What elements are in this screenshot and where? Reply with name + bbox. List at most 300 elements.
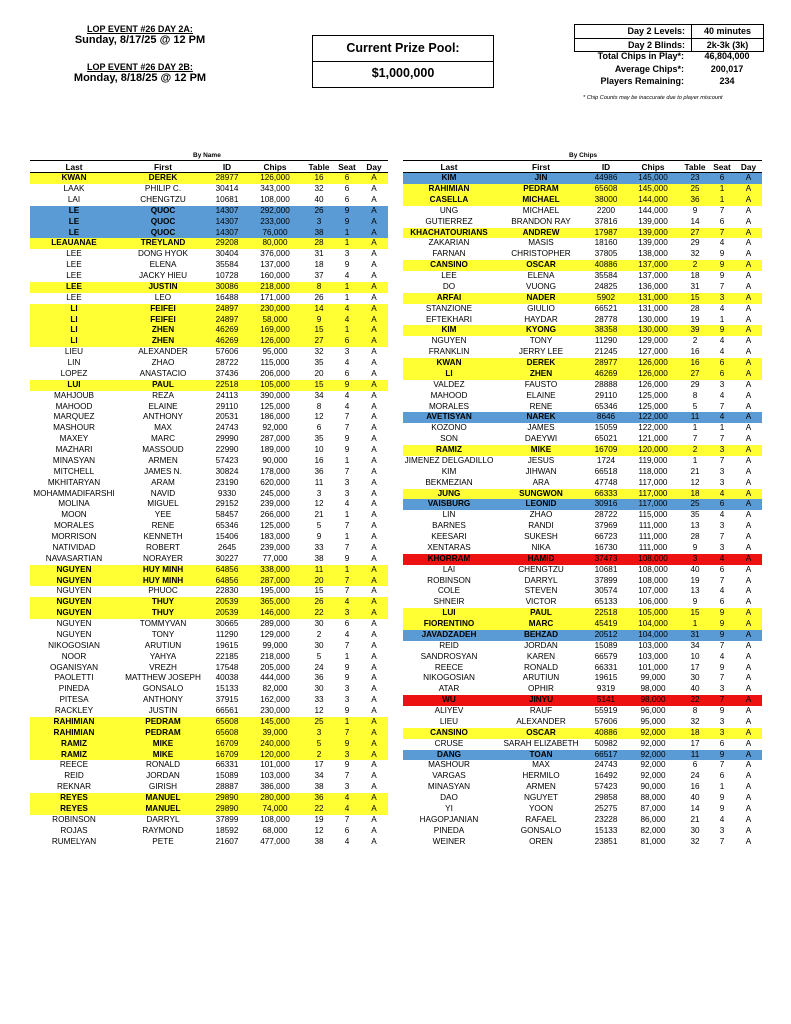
id-cell: 30916	[587, 499, 625, 510]
seat-cell: 6	[709, 173, 735, 184]
table-cell: 3	[316, 488, 322, 498]
id-cell: 10728	[215, 271, 239, 281]
table-row	[403, 478, 762, 489]
first-name-cell: ALEXANDER	[138, 347, 188, 357]
day-cell: A	[360, 576, 388, 587]
table-cell: 11	[681, 750, 709, 761]
day-cell: A	[745, 782, 752, 792]
id-cell: 23228	[594, 814, 618, 824]
first-name-cell: NAVID	[150, 488, 176, 498]
id-cell: 29890	[208, 804, 246, 815]
id-cell: 15406	[215, 532, 239, 542]
id-cell: 64856	[208, 565, 246, 576]
table-row	[30, 478, 388, 489]
last-name-cell: VAISBURG	[403, 499, 495, 510]
table-row	[30, 543, 388, 554]
last-name-cell: LI	[403, 369, 495, 380]
chips-cell: 205,000	[260, 662, 290, 672]
seat-cell: 3	[709, 728, 735, 739]
id-cell: 10681	[215, 194, 239, 204]
first-name-cell: JIN	[495, 173, 587, 184]
chips-cell: 126,000	[246, 173, 304, 184]
table-row	[30, 304, 388, 315]
last-name-cell: AVETISYAN	[403, 412, 495, 423]
table-row	[30, 315, 388, 326]
last-name-cell: ZAKARIAN	[428, 238, 470, 248]
table-row	[403, 804, 762, 815]
first-name-cell: MAX	[532, 760, 550, 770]
id-cell: 28722	[215, 358, 239, 368]
table-cell: 38	[304, 228, 334, 239]
first-name-cell: RANDI	[528, 521, 554, 531]
table-row	[30, 673, 388, 684]
table-row	[403, 499, 762, 510]
table-cell: 37	[314, 271, 324, 281]
last-name-cell: RAHIMIAN	[30, 717, 118, 728]
table-cell: 36	[314, 466, 324, 476]
first-name-cell: OSCAR	[495, 728, 587, 739]
stats-row	[574, 63, 764, 76]
seat-cell: 7	[719, 575, 725, 585]
first-name-cell: CHENGTZU	[140, 194, 186, 204]
last-name-cell: WU	[403, 695, 495, 706]
day-cell: A	[745, 760, 752, 770]
last-name-cell: DANG	[403, 750, 495, 761]
chips-cell: 95,000	[640, 716, 666, 726]
table-row	[30, 717, 388, 728]
seat-cell: 1	[719, 782, 725, 792]
chips-cell: 139,000	[638, 238, 668, 248]
chips-cell: 139,000	[625, 228, 681, 239]
seat-cell: 9	[719, 793, 725, 803]
table-cell: 27	[681, 369, 709, 380]
chips-cell: 104,000	[625, 630, 681, 641]
last-name-cell: MASHOUR	[53, 423, 95, 433]
table-row	[30, 630, 388, 641]
id-cell: 11290	[215, 629, 239, 639]
seat-cell: 9	[334, 739, 360, 750]
table-row	[30, 423, 388, 434]
table-row	[403, 793, 762, 804]
seat-cell: 6	[344, 184, 350, 194]
table-cell: 40	[690, 684, 700, 694]
table-row	[30, 652, 388, 663]
table-row	[30, 521, 388, 532]
chips-cell: 125,000	[638, 390, 668, 400]
seat-cell: 4	[344, 271, 350, 281]
last-name-cell: MORRISON	[51, 532, 97, 542]
last-name-cell: PITESA	[59, 695, 89, 705]
first-name-cell: NORAYER	[143, 553, 183, 563]
last-name-cell: LEE	[66, 249, 82, 259]
id-cell: 37915	[215, 695, 239, 705]
chips-cell: 119,000	[638, 455, 668, 465]
table-cell: 34	[690, 640, 700, 650]
table-cell: 9	[692, 205, 698, 215]
day-cell: A	[745, 597, 752, 607]
chips-cell: 101,000	[638, 662, 668, 672]
seat-cell: 7	[334, 728, 360, 739]
first-name-cell: BRANDON RAY	[511, 216, 571, 226]
seat-cell: 9	[334, 217, 360, 228]
chips-cell: 92,000	[640, 738, 666, 748]
table-cell: 35	[690, 510, 700, 520]
table-cell: 25	[304, 717, 334, 728]
id-cell: 65346	[215, 521, 239, 531]
table-cell: 21	[314, 510, 324, 520]
day-cell: A	[360, 380, 388, 391]
chips-cell: 129,000	[260, 629, 290, 639]
first-name-cell: ZHEN	[118, 336, 208, 347]
id-cell: 30824	[215, 466, 239, 476]
table-row	[30, 597, 388, 608]
table-cell: 25	[681, 184, 709, 195]
id-cell: 29110	[594, 390, 618, 400]
table-cell: 26	[314, 292, 324, 302]
day-cell: A	[745, 651, 752, 661]
day-cell: A	[360, 804, 388, 815]
table-row	[30, 782, 388, 793]
first-name-cell: RAUF	[529, 706, 553, 716]
chips-cell: 126,000	[638, 379, 668, 389]
table-cell: 30	[314, 619, 324, 629]
id-cell: 46269	[208, 325, 246, 336]
table-cell: 1	[681, 619, 709, 630]
seat-cell: 3	[334, 750, 360, 761]
id-cell: 46269	[208, 336, 246, 347]
day-cell: A	[371, 760, 377, 770]
levels-label: Day 2 Levels:	[575, 25, 692, 39]
seat-cell: 4	[719, 238, 725, 248]
seat-cell: 3	[719, 825, 725, 835]
last-name-cell: LAAK	[63, 184, 85, 194]
table-row	[30, 793, 388, 804]
id-cell: 19615	[215, 640, 239, 650]
last-name-cell: OGANISYAN	[49, 662, 99, 672]
first-name-cell: ANDREW	[495, 228, 587, 239]
id-cell: 16709	[208, 739, 246, 750]
chips-cell: 233,000	[246, 217, 304, 228]
last-name-cell: NIKOGOSIAN	[48, 640, 100, 650]
table-cell: 3	[681, 554, 709, 565]
table-cell: 14	[304, 304, 334, 315]
first-name-cell: LEONID	[495, 499, 587, 510]
table-cell: 14	[690, 216, 700, 226]
chips-cell: 120,000	[246, 750, 304, 761]
last-name-cell: KWAN	[403, 358, 495, 369]
table-cell: 39	[681, 325, 709, 336]
seat-cell: 9	[719, 662, 725, 672]
seat-cell: 4	[719, 510, 725, 520]
table-row	[403, 815, 762, 826]
table-row	[403, 750, 762, 761]
first-name-cell: ARUTIUN	[144, 640, 182, 650]
id-cell: 24743	[215, 423, 239, 433]
table-cell: 31	[690, 281, 700, 291]
first-name-cell: STEVEN	[524, 586, 558, 596]
first-name-cell: SUKESH	[524, 532, 558, 542]
table-row	[403, 543, 762, 554]
first-name-cell: CHRISTOPHER	[511, 249, 571, 259]
table-cell: 19	[690, 575, 700, 585]
table-row	[403, 304, 762, 315]
table-cell: 12	[314, 825, 324, 835]
first-name-cell: DARRYL	[524, 575, 558, 585]
table-row	[30, 586, 388, 597]
day-cell: A	[371, 651, 377, 661]
day-cell: A	[371, 445, 377, 455]
chips-cell: 88,000	[640, 793, 666, 803]
day-cell: A	[371, 271, 377, 281]
table-row	[403, 760, 762, 771]
day-cell: A	[745, 466, 752, 476]
stats-label: Total Chips in Play*:	[597, 51, 684, 62]
day-cell: A	[735, 489, 762, 500]
seat-cell: 7	[719, 205, 725, 215]
table-cell: 28	[690, 532, 700, 542]
seat-cell: 3	[719, 716, 725, 726]
day-cell: A	[745, 390, 752, 400]
first-name-cell: VUONG	[525, 281, 557, 291]
chips-cell: 477,000	[260, 836, 290, 846]
id-cell: 24743	[594, 760, 618, 770]
seat-cell: 1	[334, 565, 360, 576]
id-cell: 35584	[215, 260, 239, 270]
chips-cell: 108,000	[638, 564, 668, 574]
id-cell: 1724	[596, 455, 616, 465]
seat-cell: 7	[719, 401, 725, 411]
first-name-cell: GONSALO	[520, 825, 562, 835]
last-name-cell: LUI	[403, 608, 495, 619]
chips-cell: 125,000	[260, 521, 290, 531]
day-cell: A	[371, 619, 377, 629]
seat-cell: 3	[344, 684, 350, 694]
chips-cell: 287,000	[260, 434, 290, 444]
table-cell: 22	[681, 695, 709, 706]
first-name-cell: MIGUEL	[147, 499, 179, 509]
table-cell: 33	[314, 542, 324, 552]
id-cell: 38358	[587, 325, 625, 336]
day-cell: A	[360, 717, 388, 728]
first-name-cell: TOMMYVAN	[139, 619, 187, 629]
chips-cell: 90,000	[262, 455, 288, 465]
first-name-cell: PEDRAM	[495, 184, 587, 195]
seat-cell: 6	[709, 358, 735, 369]
chips-cell: 183,000	[260, 532, 290, 542]
first-name-cell: ANTHONY	[142, 695, 184, 705]
table-row	[403, 608, 762, 619]
id-cell: 65346	[594, 401, 618, 411]
last-name-cell: CASELLA	[403, 195, 495, 206]
id-cell: 22518	[208, 380, 246, 391]
id-cell: 20539	[208, 597, 246, 608]
id-cell: 14307	[208, 206, 246, 217]
id-cell: 22830	[215, 586, 239, 596]
id-cell: 40038	[215, 673, 239, 683]
last-name-cell: KIM	[441, 466, 457, 476]
day-cell: A	[735, 195, 762, 206]
chips-cell: 127,000	[638, 347, 668, 357]
chips-cell: 108,000	[638, 575, 668, 585]
first-name-cell: ZHEN	[495, 369, 587, 380]
first-name-cell: YAHYA	[149, 651, 177, 661]
day-cell: A	[735, 608, 762, 619]
chips-cell: 111,000	[638, 532, 668, 542]
first-name-cell: ZHAO	[529, 510, 553, 520]
first-name-cell: HUY MINH	[118, 565, 208, 576]
seat-cell: 3	[344, 477, 350, 487]
first-name-cell: LEO	[154, 292, 172, 302]
table-row	[403, 510, 762, 521]
last-name-cell: PAOLETTI	[54, 673, 94, 683]
first-name-cell: DONG HYOK	[137, 249, 189, 259]
chips-cell: 126,000	[625, 369, 681, 380]
seat-cell: 6	[344, 619, 350, 629]
last-name-cell: GUTIERREZ	[425, 216, 473, 226]
seat-cell: 7	[719, 532, 725, 542]
seat-cell: 7	[709, 228, 735, 239]
seat-cell: 6	[709, 369, 735, 380]
day-cell: A	[371, 455, 377, 465]
seat-cell: 7	[344, 466, 350, 476]
col-header-first: First	[118, 161, 208, 173]
table-row	[403, 739, 762, 750]
table-row	[403, 434, 762, 445]
id-cell: 66521	[594, 303, 618, 313]
seat-cell: 1	[719, 423, 725, 433]
table-cell: 9	[304, 315, 334, 326]
chips-cell: 106,000	[638, 597, 668, 607]
table-cell: 38	[314, 782, 324, 792]
first-name-cell: ELENA	[149, 260, 177, 270]
seat-cell: 9	[719, 803, 725, 813]
by-chips-table	[403, 160, 762, 847]
seat-cell: 3	[719, 477, 725, 487]
table-row	[403, 663, 762, 674]
table-cell: 18	[690, 271, 700, 281]
day-cell: A	[745, 532, 752, 542]
table-row	[30, 249, 388, 260]
last-name-cell: BARNES	[432, 521, 466, 531]
last-name-cell: COLE	[437, 586, 461, 596]
id-cell: 66331	[594, 662, 618, 672]
id-cell: 24897	[208, 315, 246, 326]
id-cell: 9319	[596, 684, 616, 694]
day-cell: A	[371, 586, 377, 596]
day-cell: A	[371, 499, 377, 509]
table-cell: 26	[304, 206, 334, 217]
seat-cell: 6	[709, 499, 735, 510]
table-cell: 13	[690, 586, 700, 596]
last-name-cell: CRUSE	[434, 738, 464, 748]
seat-cell: 7	[719, 640, 725, 650]
table-cell: 2	[316, 629, 322, 639]
seat-cell: 4	[344, 358, 350, 368]
seat-cell: 3	[709, 293, 735, 304]
table-cell: 33	[314, 695, 324, 705]
id-cell: 58457	[215, 510, 239, 520]
chips-cell: 86,000	[640, 814, 666, 824]
chips-cell: 245,000	[260, 488, 290, 498]
col-header-seat: Seat	[334, 161, 360, 173]
seat-cell: 6	[719, 738, 725, 748]
table-row	[403, 293, 762, 304]
day-cell: A	[360, 597, 388, 608]
table-cell: 22	[304, 608, 334, 619]
table-cell: 20	[304, 576, 334, 587]
last-name-cell: MAXEY	[59, 434, 89, 444]
last-name-cell: STANZIONE	[425, 303, 473, 313]
day-cell: A	[745, 684, 752, 694]
table-cell: 5	[304, 739, 334, 750]
id-cell: 28778	[594, 314, 618, 324]
last-name-cell: LEE	[441, 271, 457, 281]
table-row	[403, 336, 762, 347]
id-cell: 16730	[594, 542, 618, 552]
table-cell: 15	[304, 380, 334, 391]
table-row	[30, 412, 388, 423]
seat-cell: 6	[719, 597, 725, 607]
day-cell: A	[745, 477, 752, 487]
id-cell: 30227	[215, 553, 239, 563]
day-cell: A	[371, 532, 377, 542]
seat-cell: 7	[344, 542, 350, 552]
first-name-cell: ELAINE	[148, 401, 178, 411]
seat-cell: 7	[344, 771, 350, 781]
first-name-cell: QUOC	[118, 206, 208, 217]
stats-row	[574, 75, 764, 88]
table-cell: 31	[314, 249, 324, 259]
id-cell: 66517	[587, 750, 625, 761]
chips-cell: 96,000	[640, 706, 666, 716]
id-cell: 17548	[215, 662, 239, 672]
seat-cell: 7	[719, 673, 725, 683]
seat-cell: 3	[344, 782, 350, 792]
id-cell: 30404	[215, 249, 239, 259]
table-cell: 9	[692, 542, 698, 552]
seat-cell: 6	[719, 564, 725, 574]
chips-cell: 105,000	[246, 380, 304, 391]
table-cell: 1	[692, 455, 698, 465]
id-cell: 28887	[215, 782, 239, 792]
first-name-cell: THUY	[118, 608, 208, 619]
last-name-cell: LIEU	[439, 716, 459, 726]
first-name-cell: ROBERT	[146, 542, 180, 552]
last-name-cell: NGUYEN	[30, 597, 118, 608]
first-name-cell: ARA	[532, 477, 550, 487]
first-name-cell: RONALD	[145, 760, 181, 770]
last-name-cell: MARQUEZ	[53, 412, 95, 422]
seat-cell: 1	[334, 238, 360, 249]
chips-cell: 131,000	[625, 293, 681, 304]
seat-cell: 9	[709, 260, 735, 271]
day-cell: A	[371, 434, 377, 444]
last-name-cell: REECE	[434, 662, 464, 672]
id-cell: 28888	[594, 379, 618, 389]
day-cell: A	[360, 238, 388, 249]
table-row	[30, 434, 388, 445]
table-row	[403, 423, 762, 434]
id-cell: 40886	[587, 260, 625, 271]
first-name-cell: PAUL	[118, 380, 208, 391]
first-name-cell: QUOC	[118, 217, 208, 228]
first-name-cell: DARRYL	[146, 814, 180, 824]
id-cell: 20531	[215, 412, 239, 422]
chips-cell: 118,000	[638, 466, 668, 476]
table-row	[30, 619, 388, 630]
last-name-cell: NGUYEN	[56, 629, 92, 639]
chips-cell: 92,000	[640, 771, 666, 781]
